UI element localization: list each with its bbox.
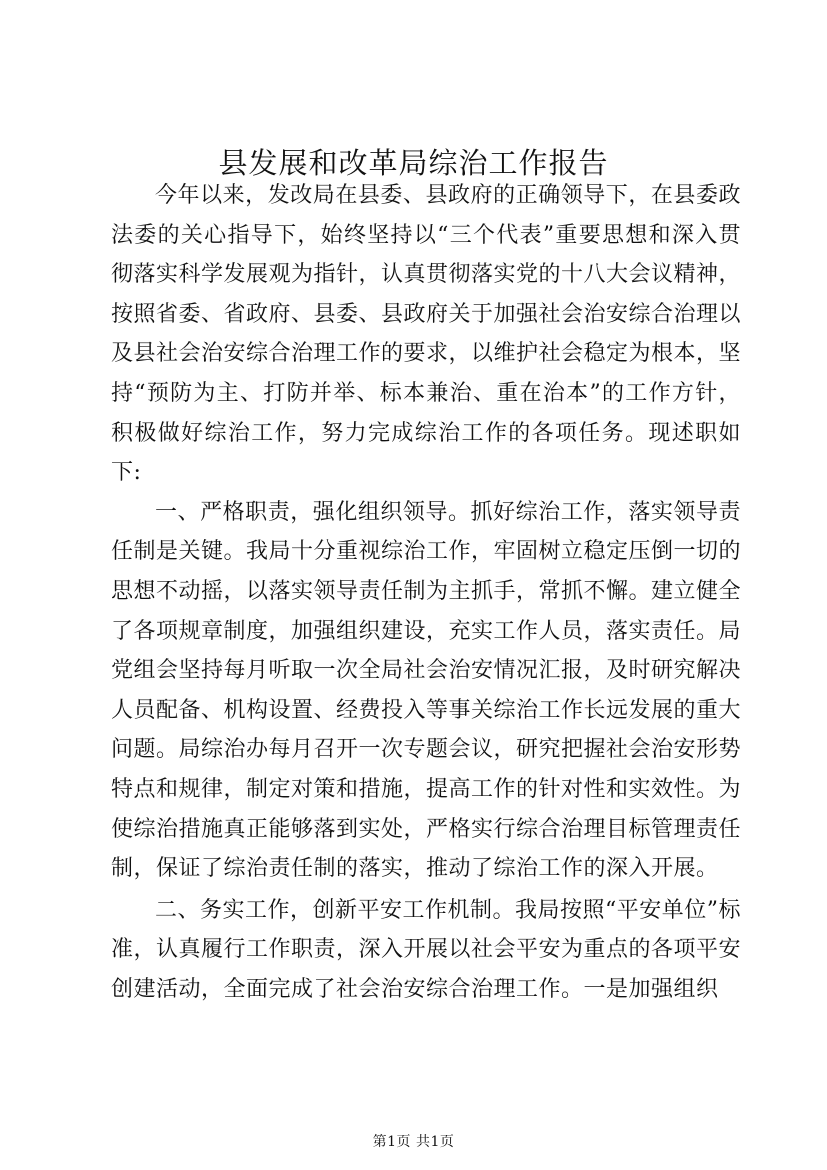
paragraph-section-one: 一、严格职责，强化组织领导。抓好综治工作，落实领导责任制是关键。我局十分重视综治工作，牢固树立稳定压倒一切的思想不动摇，以落实领导责任制为主抓手，常抓不懈。建立健全了各项规章制度，加强组织建设，充实工作人员，落实责任。局党组会坚持每月听取一次全局社会治安情况汇报，及时研究解决人员配备、机构设置、经费投入等事关综治工作长远发展的重大问题。局综治办每月召开一次专题会议，研究把握社会治安形势特点和规律，制定对策和措施，提高工作的针对性和实效性。为使综治措施真正能够落到实处，严格实行综合治理目标管理责任制，保证了综治责任制的落实，推动了综治工作的深入开展。 <box>111 499 742 882</box>
paragraph-section-two: 二、务实工作，创新平安工作机制。我局按照“平安单位”标准，认真履行工作职责，深入开展以社会平安为重点的各项平安创建活动，全面完成了社会治安综合治理工作。一是加强组织 <box>111 897 742 1002</box>
page-footer: 第1页 共1页 <box>372 1134 455 1150</box>
document-body <box>111 176 741 1009</box>
document-title: 县发展和改革局综治工作报告 <box>218 146 609 180</box>
paragraph-intro: 今年以来，发改局在县委、县政府的正确领导下，在县委政法委的关心指导下，始终坚持以“三个代表”重要思想和深入贯彻落实科学发展观为指针，认真贯彻落实党的十八大会议精神，按照省委、省政府、县委、县政府关于加强社会治安综合治理以及县社会治安综合治理工作的要求，以维护社会稳定为根本，坚持“预防为主、打防并举、标本兼治、重在治本”的工作方针，积极做好综治工作，努力完成综治工作的各项任务。现述职如下: <box>111 183 742 486</box>
